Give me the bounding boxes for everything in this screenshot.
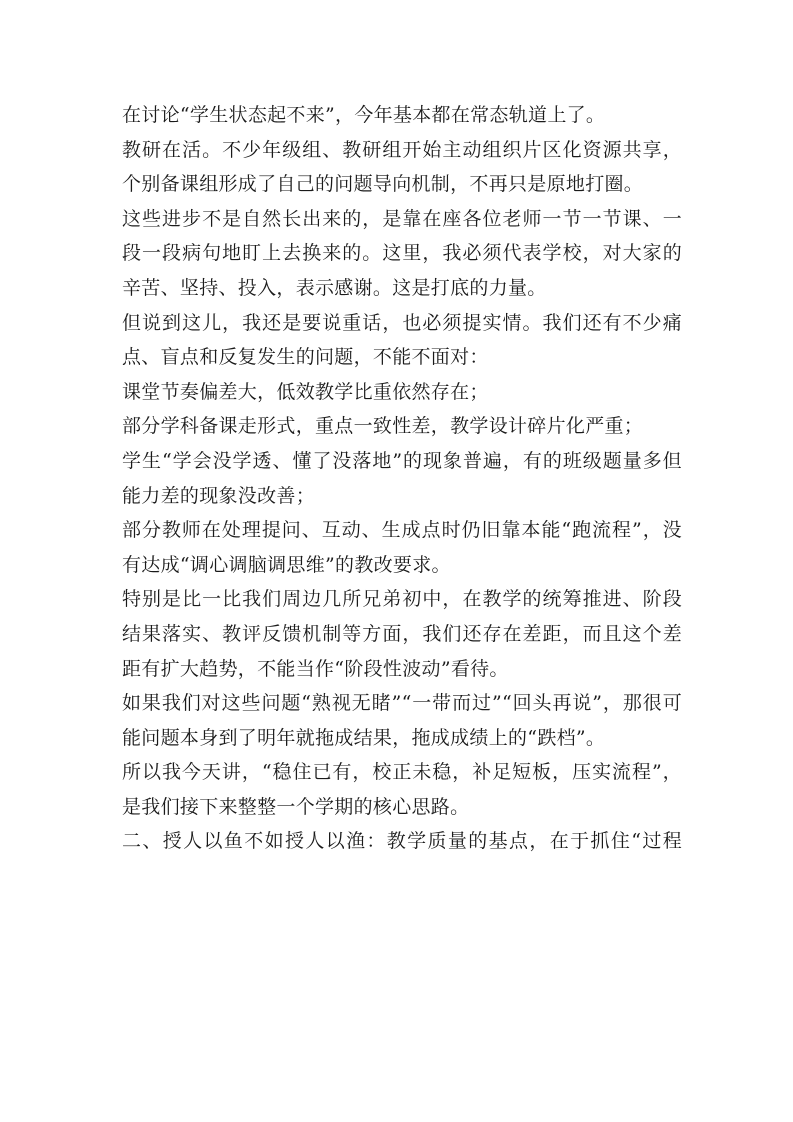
text-line: 能问题本身到了明年就拖成结果，拖成成绩上的“跌档”。 (122, 726, 606, 749)
text-line: 距有扩大趋势，不能当作“阶段性波动”看待。 (122, 657, 509, 680)
text-line: 二、授人以鱼不如授人以渔：教学质量的基点，在于抓住“过程 (122, 830, 682, 853)
text-line: 段一段病句地盯上去换来的。这里，我必须代表学校，对大家的 (122, 242, 682, 265)
text-line: 学生“学会没学透、懂了没落地”的现象普遍，有的班级题量多但 (122, 449, 682, 472)
text-line: 点、盲点和反复发生的问题，不能不面对： (122, 346, 489, 369)
text-line: 是我们接下来整整一个学期的核心思路。 (122, 795, 470, 818)
text-line: 特别是比一比我们周边几所兄弟初中，在教学的统筹推进、阶段 (122, 588, 682, 611)
text-line: 部分教师在处理提问、互动、生成点时仍旧靠本能“跑流程”，没 (122, 519, 682, 542)
text-line: 这些进步不是自然长出来的，是靠在座各位老师一节一节课、一 (122, 207, 682, 230)
text-line: 在讨论“学生状态起不来”，今年基本都在常态轨道上了。 (122, 104, 606, 126)
text-line: 能力差的现象没改善； (122, 484, 316, 507)
text-line: 有达成“调心调脑调思维”的教改要求。 (122, 553, 451, 576)
text-line: 辛苦、坚持、投入，表示感谢。这是打底的力量。 (122, 276, 547, 299)
text-line: 结果落实、教评反馈机制等方面，我们还存在差距，而且这个差 (122, 622, 682, 645)
text-line: 部分学科备课走形式，重点一致性差，教学设计碎片化严重； (122, 415, 644, 438)
text-line: 但说到这儿，我还是要说重话，也必须提实情。我们还有不少痛 (122, 311, 682, 334)
text-line: 所以我今天讲，“稳住已有，校正未稳，补足短板，压实流程”， (122, 761, 682, 784)
document-body (122, 98, 682, 859)
text-line: 个别备课组形成了自己的问题导向机制，不再只是原地打圈。 (122, 173, 644, 196)
text-line: 课堂节奏偏差大，低效教学比重依然存在； (122, 380, 489, 403)
text-line: 教研在活。不少年级组、教研组开始主动组织片区化资源共享， (122, 138, 682, 161)
text-line: 如果我们对这些问题“熟视无睹”“一带而过”“回头再说”，那很可 (122, 692, 682, 715)
